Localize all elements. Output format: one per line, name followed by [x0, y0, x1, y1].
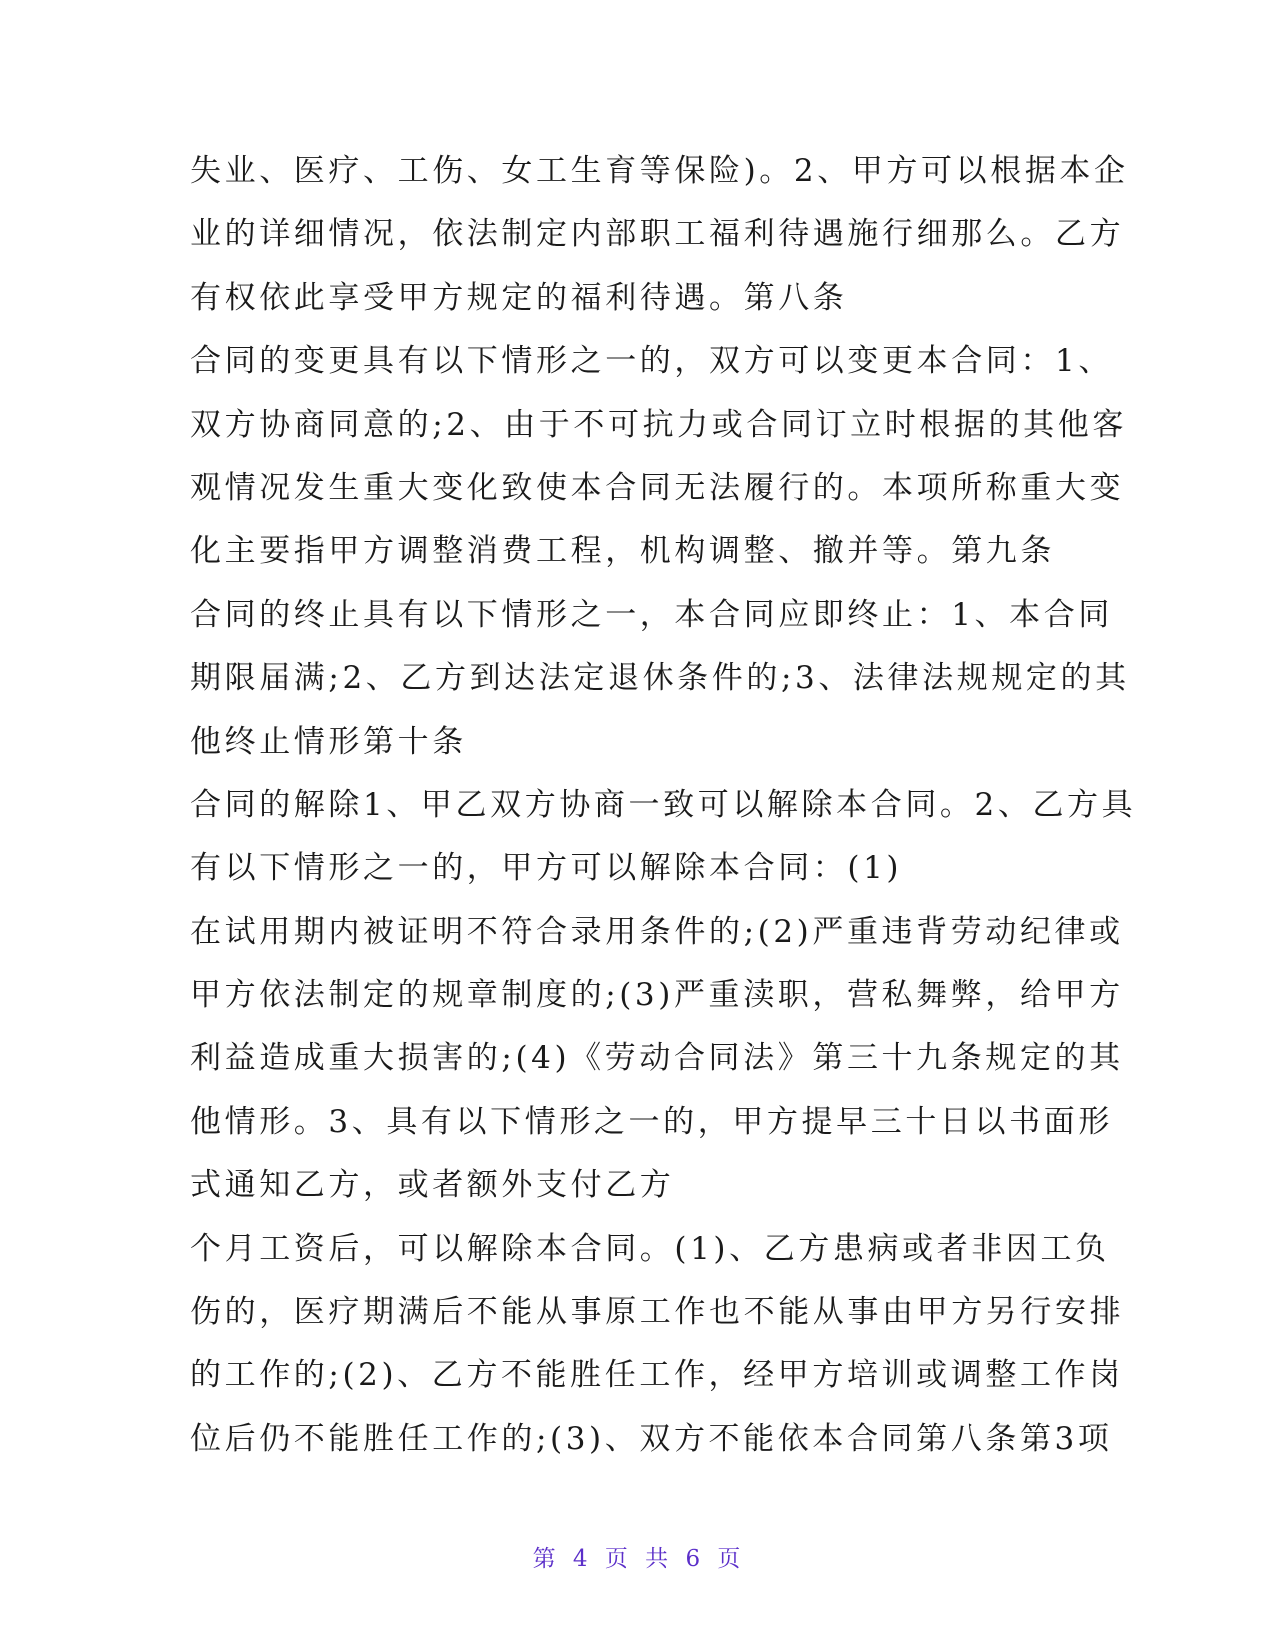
text-line-10: 他终止情形第十条 [190, 723, 467, 760]
text-line-2: 业的详细情况，依法制定内部职工福利待遇施行细那么。乙方 [190, 216, 1125, 253]
text-line-8: 合同的终止具有以下情形之一，本合同应即终止：1、本合同 [190, 596, 1113, 633]
text-line-11: 合同的解除1、甲乙双方协商一致可以解除本合同。2、乙方具 [190, 786, 1137, 823]
text-line-12: 有以下情形之一的，甲方可以解除本合同：(1) [190, 850, 903, 887]
text-line-15: 利益造成重大损害的;(4)《劳动合同法》第三十九条规定的其 [190, 1040, 1124, 1077]
text-line-16: 他情形。3、具有以下情形之一的，甲方提早三十日以书面形 [190, 1103, 1113, 1140]
text-line-4: 合同的变更具有以下情形之一的，双方可以变更本合同：1、 [190, 343, 1113, 380]
text-line-9: 期限届满;2、乙方到达法定退休条件的;3、法律法规规定的其 [190, 660, 1130, 697]
document-body [190, 140, 1137, 1471]
text-line-13: 在试用期内被证明不符合录用条件的;(2)严重违背劳动纪律或 [190, 913, 1124, 950]
text-line-14: 甲方依法制定的规章制度的;(3)严重渎职，营私舞弊，给甲方 [190, 977, 1124, 1014]
text-line-5: 双方协商同意的;2、由于不可抗力或合同订立时根据的其他客 [190, 406, 1127, 443]
text-line-18: 个月工资后，可以解除本合同。(1)、乙方患病或者非因工负 [190, 1230, 1110, 1267]
page-number-footer: 第 4 页 共 6 页 [532, 1546, 743, 1572]
text-line-17: 式通知乙方，或者额外支付乙方 [190, 1167, 675, 1204]
text-line-1: 失业、医疗、工伤、女工生育等保险)。2、甲方可以根据本企 [190, 153, 1129, 189]
text-line-6: 观情况发生重大变化致使本合同无法履行的。本项所称重大变 [190, 469, 1125, 506]
text-line-21: 位后仍不能胜任工作的;(3)、双方不能依本合同第八条第3项 [190, 1420, 1113, 1457]
text-line-7: 化主要指甲方调整消费工程，机构调整、撤并等。第九条 [190, 533, 1055, 570]
text-line-19: 伤的，医疗期满后不能从事原工作也不能从事由甲方另行安排 [190, 1294, 1125, 1331]
text-line-20: 的工作的;(2)、乙方不能胜任工作，经甲方培训或调整工作岗 [190, 1357, 1124, 1394]
text-line-3: 有权依此享受甲方规定的福利待遇。第八条 [190, 279, 848, 316]
